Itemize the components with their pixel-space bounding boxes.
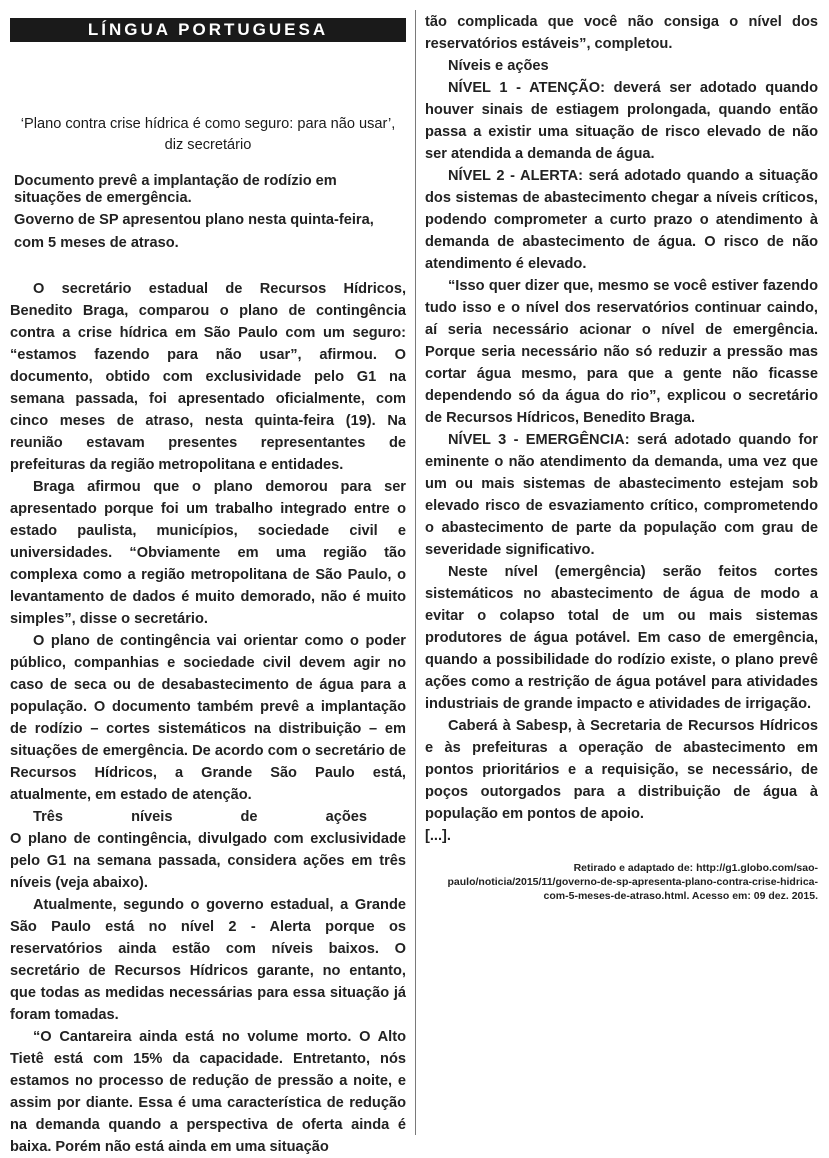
article-subtitle-1: Documento prevê a implantação de rodízio em situações de emergência. [14,173,337,206]
section-subheading: Níveis e ações [448,58,549,74]
column-divider [415,10,416,1135]
paragraph: O plano de contingência, divulgado com exclusividade pelo G1 na semana passada, considera ações em três níveis (veja abaixo). [10,831,406,891]
paragraph: Braga afirmou que o plano demorou para ser apresentado porque foi um trabalho integrado entre o estado paulista, municípios, sociedade civil e universidades. “Obviamente em uma região tão complexa como a região metropolitana de São Paulo, o levantamento de dados é muito demorado, não é muito simples”, disse o secretário. [10,479,406,627]
left-column [10,0,406,1158]
paragraph: “Isso quer dizer que, mesmo se você estiver fazendo tudo isso e o nível dos reservatórios continuar caindo, aí seria necessário acionar o nível de emergência. Porque seria necessário não só reduzir a pressão mas cortar água mesmo, para que a gente não ficasse dependendo só da água do rio”, explicou o secretário de Recursos Hídricos, Benedito Braga. [425,278,818,426]
paragraph: Atualmente, segundo o governo estadual, a Grande São Paulo está no nível 2 - Alerta porque os reservatórios ainda estão com níveis baixos. O secretário de Recursos Hídricos garante, no entanto, que todas as medidas necessárias para essa situação já foram tomadas. [10,897,406,1023]
source-citation: Retirado e adaptado de: http://g1.globo.com/sao-paulo/noticia/2015/11/governo-de-sp-apresenta-plano-contra-crise-hidrica-com-5-meses-de-atraso.html. Acesso em: 09 dez. 2015. [447,862,818,902]
section-header: LÍNGUA PORTUGUESA [10,18,406,42]
paragraph: [...]. [425,828,451,844]
paragraph: Caberá à Sabesp, à Secretaria de Recursos Hídricos e às prefeituras a operação de abastecimento em pontos prioritários e a requisição, se necessário, de poços outorgados para a distribuição de água à população em pontos de apoio. [425,718,818,822]
paragraph: NÍVEL 1 - ATENÇÃO: deverá ser adotado quando houver sinais de estiagem prolongada, quando então passa a existir uma situação de risco elevado de não ser atendida a demanda de água. [425,80,818,162]
paragraph: O plano de contingência vai orientar como o poder público, companhias e sociedade civil devem agir no caso de seca ou de desabastecimento de água para a população. O documento também prevê a implantação de rodízio – cortes sistemáticos na distribuição – em situações de emergência. De acordo com o secretário de Recursos Hídricos, a Grande São Paulo está, atualmente, em estado de atenção. [10,633,406,803]
section-subheading: Três níveis de ações [33,809,367,825]
paragraph: O secretário estadual de Recursos Hídricos, Benedito Braga, comparou o plano de contingência contra a crise hídrica em São Paulo com um seguro: “estamos fazendo para não usar”, afirmou. O documento, obtido com exclusividade pelo G1 na semana passada, foi apresentado oficialmente, com cinco meses de atraso, nesta quinta-feira (19). Na reunião estavam presentes representantes de prefeituras da região metropolitana e entidades. [10,281,406,473]
paragraph: NÍVEL 2 - ALERTA: será adotado quando a situação dos sistemas de abastecimento chegar a níveis críticos, podendo comprometer a curto prazo o atendimento à demanda de abastecimento de água. O risco de não atendimento é elevado. [425,168,818,272]
paragraph: Neste nível (emergência) serão feitos cortes sistemáticos no abastecimento de água de modo a evitar o colapso total de um ou mais sistemas produtores de água potável. Em caso de emergência, quando a possibilidade do rodízio existe, o plano prevê ações como a restrição de água potável para atividades industriais de grande impacto e atividades de irrigação. [425,564,818,712]
paragraph: “O Cantareira ainda está no volume morto. O Alto Tietê está com 15% da capacidade. Entretanto, nós estamos no processo de redução de pressão a noite, e assim por diante. Essa é uma característica de redução na demanda quando a perspectiva de oferta ainda é baixa. Porém não está ainda em uma situação [10,1029,406,1155]
article-subtitle-2: Governo de SP apresentou plano nesta quinta-feira, com 5 meses de atraso. [14,212,374,251]
right-column [425,0,818,903]
article-title: ‘Plano contra crise hídrica é como seguro: para não usar’, diz secretário [20,116,396,153]
paragraph: tão complicada que você não consiga o nível dos reservatórios estáveis”, completou. [425,14,818,52]
paragraph: NÍVEL 3 - EMERGÊNCIA: será adotado quando for eminente o não atendimento da demanda, uma vez que um ou mais sistemas de abastecimento estejam sob elevado risco de esvaziamento crítico, comprometendo o abastecimento de parte da população com grau de severidade significativo. [425,432,818,558]
